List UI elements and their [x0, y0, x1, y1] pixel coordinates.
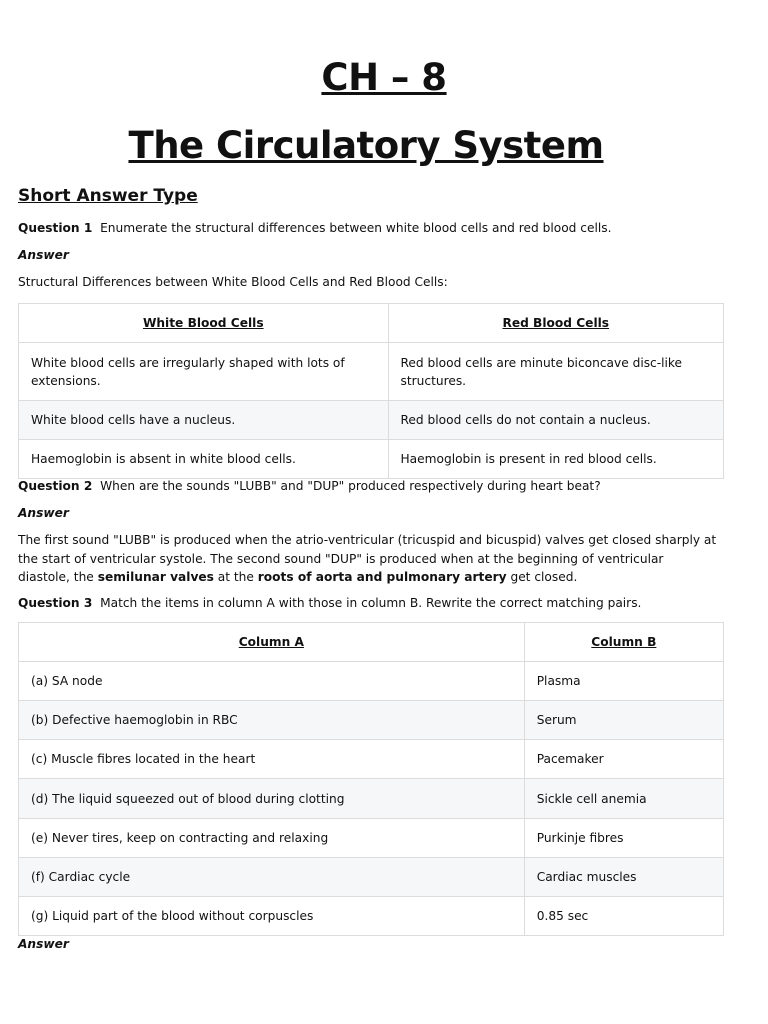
answer-2-part: The first sound "LUBB" is produced when the atrio-ventricular (tricuspid and bicuspid) valves get closed sharply at the start of ventricular systole. The second sound "DUP" is produced when at the beginning of ventricular diastole, the	[18, 533, 717, 584]
matching-table	[18, 622, 724, 936]
table-cell: Pacemaker	[524, 740, 723, 779]
answer-label: Answer	[18, 506, 69, 520]
table-cell: (g) Liquid part of the blood without corpuscles	[19, 897, 525, 936]
table-cell: Purkinje fibres	[524, 819, 723, 858]
comparison-table	[18, 303, 724, 479]
chapter-title: CH – 8	[321, 56, 447, 99]
answer-2-bold: semilunar valves	[97, 570, 214, 584]
table-cell: White blood cells have a nucleus.	[19, 401, 389, 440]
answer-2-label	[18, 504, 708, 523]
table-header-cell: Red Blood Cells	[388, 304, 723, 343]
table-row	[19, 662, 724, 701]
table-cell: Sickle cell anemia	[524, 779, 723, 819]
table-row	[19, 858, 724, 897]
answer-2-part: at the	[213, 570, 258, 584]
answer-label: Answer	[18, 248, 69, 262]
question-1	[18, 219, 708, 238]
answer-2-bold: roots of aorta and pulmonary artery	[257, 570, 507, 584]
table-row	[19, 440, 724, 479]
table-cell: White blood cells are irregularly shaped with lots of extensions.	[19, 343, 389, 401]
table-cell: 0.85 sec	[524, 897, 723, 936]
table-cell: Haemoglobin is absent in white blood cells.	[19, 440, 389, 479]
table-row	[19, 401, 724, 440]
table-cell: (c) Muscle fibres located in the heart	[19, 740, 525, 779]
question-2-label: Question 2	[18, 479, 93, 493]
answer-3-label	[18, 935, 708, 954]
table-cell: Serum	[524, 701, 723, 740]
question-3-text: Match the items in column A with those in column B. Rewrite the correct matching pairs.	[100, 596, 642, 610]
answer-1-intro: Structural Differences between White Blood Cells and Red Blood Cells:	[18, 275, 448, 289]
question-2	[18, 477, 708, 496]
table-cell: Haemoglobin is present in red blood cells.	[388, 440, 723, 479]
table-cell: (f) Cardiac cycle	[19, 858, 525, 897]
table-cell: (a) SA node	[19, 662, 525, 701]
answer-1-label	[18, 246, 708, 265]
table-header-cell: Column B	[524, 623, 723, 662]
table-row	[19, 779, 724, 819]
table-cell: (e) Never tires, keep on contracting and relaxing	[19, 819, 525, 858]
table-cell: Red blood cells are minute biconcave disc-like structures.	[388, 343, 723, 401]
section-heading: Short Answer Type	[18, 186, 198, 206]
table-row	[19, 740, 724, 779]
question-1-label: Question 1	[18, 221, 93, 235]
table-row	[19, 343, 724, 401]
answer-label: Answer	[18, 937, 69, 951]
table-cell: Red blood cells do not contain a nucleus.	[388, 401, 723, 440]
question-2-text: When are the sounds "LUBB" and "DUP" produced respectively during heart beat?	[100, 479, 601, 493]
table-cell: Cardiac muscles	[524, 858, 723, 897]
table-header-cell: White Blood Cells	[19, 304, 389, 343]
answer-2-part: get closed.	[506, 570, 578, 584]
question-1-text: Enumerate the structural differences between white blood cells and red blood cells.	[100, 221, 612, 235]
table-header-row	[19, 304, 724, 343]
table-row	[19, 897, 724, 936]
page-title: The Circulatory System	[128, 124, 604, 167]
table-cell: (b) Defective haemoglobin in RBC	[19, 701, 525, 740]
table-row	[19, 819, 724, 858]
question-3-label: Question 3	[18, 596, 93, 610]
answer-2-text	[18, 531, 718, 587]
table-row	[19, 701, 724, 740]
table-cell: Plasma	[524, 662, 723, 701]
question-3	[18, 594, 708, 613]
table-header-cell: Column A	[19, 623, 525, 662]
table-header-row	[19, 623, 724, 662]
table-cell: (d) The liquid squeezed out of blood during clotting	[19, 779, 525, 819]
